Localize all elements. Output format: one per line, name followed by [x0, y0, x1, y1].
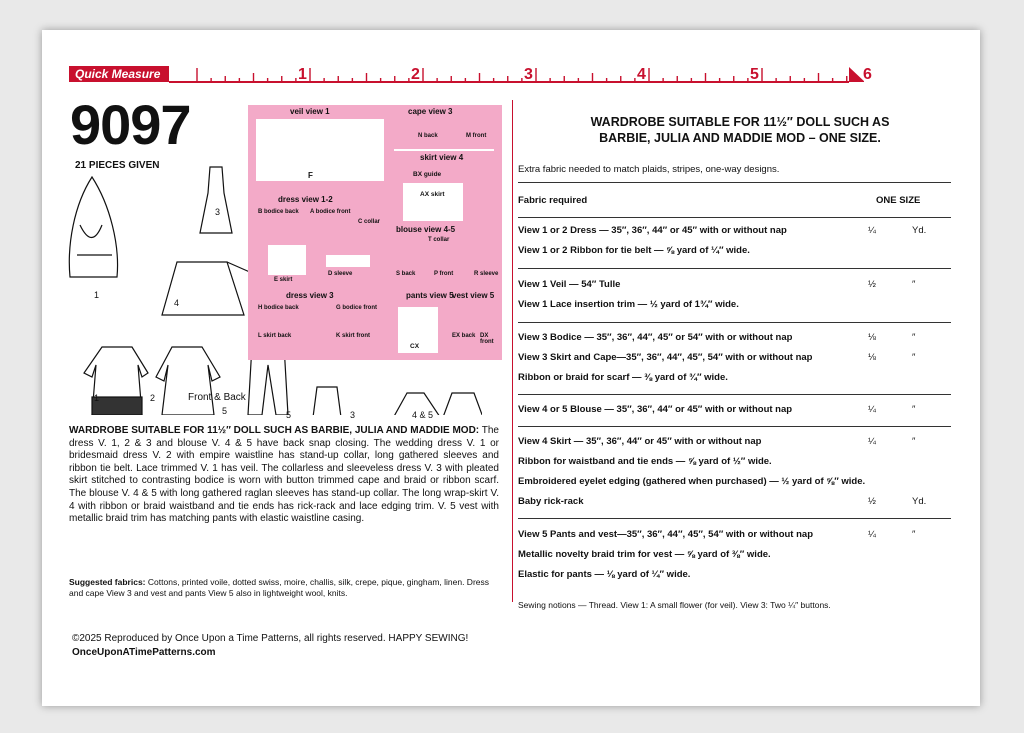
piece-H: H bodice back	[258, 305, 299, 311]
piece-P: P front	[434, 271, 454, 277]
label-view-1: 1	[94, 290, 100, 300]
piece-F: F	[308, 171, 313, 180]
dress-2-drawing	[156, 347, 220, 415]
piece-veil	[256, 119, 384, 181]
rule-line	[518, 182, 951, 183]
piece-T: T collar	[428, 237, 450, 243]
fabric-row-amount: ⅛	[868, 332, 876, 343]
chart-dress3-label: dress view 3	[286, 291, 334, 300]
fabric-row-text: View 1 Veil — 54″ Tulle	[518, 279, 621, 290]
piece-M: M front	[466, 133, 487, 139]
piece-AX-shape	[403, 183, 463, 221]
sewing-notions: Sewing notions — Thread. View 1: A small flower (for veil). View 3: Two ¼″ buttons.	[518, 600, 831, 610]
pattern-number: 9097	[70, 93, 191, 156]
extra-fabric-note: Extra fabric needed to match plaids, stripes, one-way designs.	[518, 164, 780, 175]
col-one-size: ONE SIZE	[876, 195, 921, 206]
column-divider	[512, 100, 513, 602]
website-link[interactable]: OnceUponATimePatterns.com	[72, 647, 216, 658]
fabric-row-text: Metallic novelty braid trim for vest — ⅝ yard of ⅜″ wide.	[518, 549, 771, 560]
fabric-row-text: Ribbon for waistband and tie ends — ⅝ yard of ½″ wide.	[518, 456, 772, 467]
chart-dress12-label: dress view 1-2	[278, 195, 333, 204]
fabric-row-text: View 1 Lace insertion trim — ½ yard of 1¾″ wide.	[518, 299, 739, 310]
rule-line	[518, 518, 951, 519]
fabric-row-text: View 4 Skirt — 35″, 36″, 44″ or 45″ with or without nap	[518, 436, 762, 447]
piece-B: B bodice back	[258, 209, 299, 215]
label-view-3b: 3	[350, 410, 356, 420]
blouse-drawing	[442, 393, 482, 415]
ruler-number: 2	[411, 66, 420, 83]
fabric-row-unit: ″	[912, 352, 916, 363]
fabric-row-amount: ½	[868, 279, 876, 290]
fabric-row-text: Elastic for pants — ⅛ yard of ¼″ wide.	[518, 569, 691, 580]
label-view-3: 3	[215, 207, 221, 217]
piece-AX: AX skirt	[420, 191, 445, 198]
col-fabric-required: Fabric required	[518, 195, 588, 206]
chart-cape-label: cape view 3	[408, 107, 453, 116]
dress-3-drawing	[200, 167, 232, 233]
ruler-number: 3	[524, 66, 533, 83]
piece-E: E skirt	[274, 277, 293, 283]
pattern-pieces-chart	[248, 105, 502, 360]
fabric-row-unit: Yd.	[912, 225, 927, 236]
fabric-row-unit: ″	[912, 332, 916, 343]
fabric-row-text: View 1 or 2 Dress — 35″, 36″, 44″ or 45″ with or without nap	[518, 225, 787, 236]
vest-drawing	[312, 387, 342, 415]
rule-line	[518, 394, 951, 395]
ruler-number: 4	[637, 66, 646, 83]
suggested-fabrics	[69, 577, 499, 599]
fabric-row-unit: Yd.	[912, 496, 927, 507]
fabric-row-text: View 5 Pants and vest—35″, 36″, 44″, 45″, 54″ with or without nap	[518, 529, 814, 540]
right-heading-line2: BARBIE, JULIA AND MADDIE MOD – ONE SIZE.	[599, 131, 881, 145]
fabric-row-unit: ″	[912, 529, 916, 540]
label-view-2: 2	[150, 393, 156, 403]
fabric-row-text: Ribbon or braid for scarf — ⅜ yard of ¾″ wide.	[518, 372, 728, 383]
suggested-label: Suggested fabrics:	[69, 577, 146, 587]
fabric-row-amount: ¼	[868, 436, 876, 447]
description-body: The dress V. 1, 2 & 3 and blouse V. 4 & 5 have back snap closing. The wedding dress V. 1 or bridesmaid dress V. 2 with empire waistline has stand-up collar, long gathered sleeves and ribbon tie belt. Lace trimmed V. 1 has veil. The collarless and sleeveless dress V. 3 with pleated skirt stitched to contrasting bodice is worn with button trimmed cape and braid or ribbon scarf. The blouse V. 4 & 5 with long gathered raglan sleeves has stand-up collar. The long wrap-skirt V. 4 with ribbon or braid waistband and tie ends has rick-rack and lace edging trim. V. 5 vest with metallic braid trim has matching pants with elastic waistline casing.	[69, 425, 499, 525]
quick-measure-ruler	[69, 65, 864, 85]
rule-line	[394, 149, 494, 151]
piece-BX: BX guide	[413, 171, 442, 178]
label-view-1b: 1	[94, 393, 100, 403]
fabric-row-text: View 4 or 5 Blouse — 35″, 36″, 44″ or 45″ with or without nap	[518, 404, 793, 415]
suggested-text: Cottons, printed voile, dotted swiss, moire, challis, silk, crepe, pique, gingham, linen. Dress and cape View 3 and vest and pants View 5 also in lightweight wool, knits.	[69, 577, 490, 598]
fabric-row-text: View 1 or 2 Ribbon for tie belt — ⅝ yard of ¼″ wide.	[518, 245, 750, 256]
fabric-row-text: Baby rick-rack	[518, 496, 584, 507]
label-view-5: 5	[222, 406, 228, 416]
piece-R: R sleeve	[474, 271, 499, 277]
piece-E-shape	[268, 245, 306, 275]
label-view-4: 4	[174, 298, 180, 308]
chart-blouse45-label: blouse view 4-5	[396, 225, 456, 234]
pattern-envelope	[42, 30, 980, 706]
pieces-count: 21 PIECES GIVEN	[75, 160, 160, 171]
piece-EX: EX back	[452, 333, 476, 339]
piece-CX: CX	[410, 343, 420, 350]
rule-line	[518, 322, 951, 323]
piece-A: A bodice front	[310, 209, 351, 215]
veil-drawing	[69, 177, 117, 277]
fabric-row-amount: ½	[868, 496, 876, 507]
piece-N: N back	[418, 133, 438, 139]
fabric-row-text: View 3 Skirt and Cape—35″, 36″, 44″, 45″, 54″ with or without nap	[518, 352, 813, 363]
rule-line	[518, 268, 951, 269]
piece-D-shape	[326, 255, 370, 267]
copyright-line: ©2025 Reproduced by Once Upon a Time Patterns, all rights reserved. HAPPY SEWING!	[72, 633, 469, 644]
fabric-row-amount: ⅛	[868, 352, 876, 363]
fabric-row-unit: ″	[912, 404, 916, 415]
chart-veil-label: veil view 1	[290, 107, 330, 116]
piece-L: L skirt back	[258, 333, 292, 339]
fabric-row-unit: ″	[912, 279, 916, 290]
ruler-number: 6	[863, 66, 872, 83]
piece-K: K skirt front	[336, 333, 371, 339]
chart-pants5-label: pants view 5	[406, 291, 454, 300]
ruler-number: 5	[750, 66, 759, 83]
piece-G: G bodice front	[336, 305, 377, 311]
fabric-row-amount: ¼	[868, 225, 876, 236]
label-front-back: Front & Back	[188, 392, 246, 403]
piece-S: S back	[396, 271, 416, 277]
fabric-row-amount: ¼	[868, 404, 876, 415]
fabric-row-unit: ″	[912, 436, 916, 447]
piece-C: C collar	[358, 219, 381, 225]
description-title: WARDROBE SUITABLE FOR 11½″ DOLL SUCH AS BARBIE, JULIA AND MADDIE MOD:	[69, 425, 480, 436]
right-heading-line1: WARDROBE SUITABLE FOR 11½″ DOLL SUCH AS	[590, 115, 890, 129]
right-heading	[530, 114, 950, 146]
quick-measure-label: Quick Measure	[69, 66, 169, 82]
fabric-row-text: View 3 Bodice — 35″, 36″, 44″, 45″ or 54″ with or without nap	[518, 332, 793, 343]
piece-D: D sleeve	[328, 271, 353, 277]
rule-line	[518, 217, 951, 218]
ruler-number: 1	[298, 66, 307, 83]
description	[69, 425, 499, 526]
chart-vest5-label: vest view 5	[452, 291, 495, 300]
chart-skirt4-label: skirt view 4	[420, 153, 464, 162]
fabric-row-amount: ¼	[868, 529, 876, 540]
rule-line	[518, 426, 951, 427]
label-view-5b: 5	[286, 410, 292, 420]
fabric-row-text: Embroidered eyelet edging (gathered when purchased) — ½ yard of ⅝″ wide.	[518, 476, 866, 487]
piece-DX: DX front	[480, 333, 494, 345]
label-view-45: 4 & 5	[412, 410, 434, 420]
